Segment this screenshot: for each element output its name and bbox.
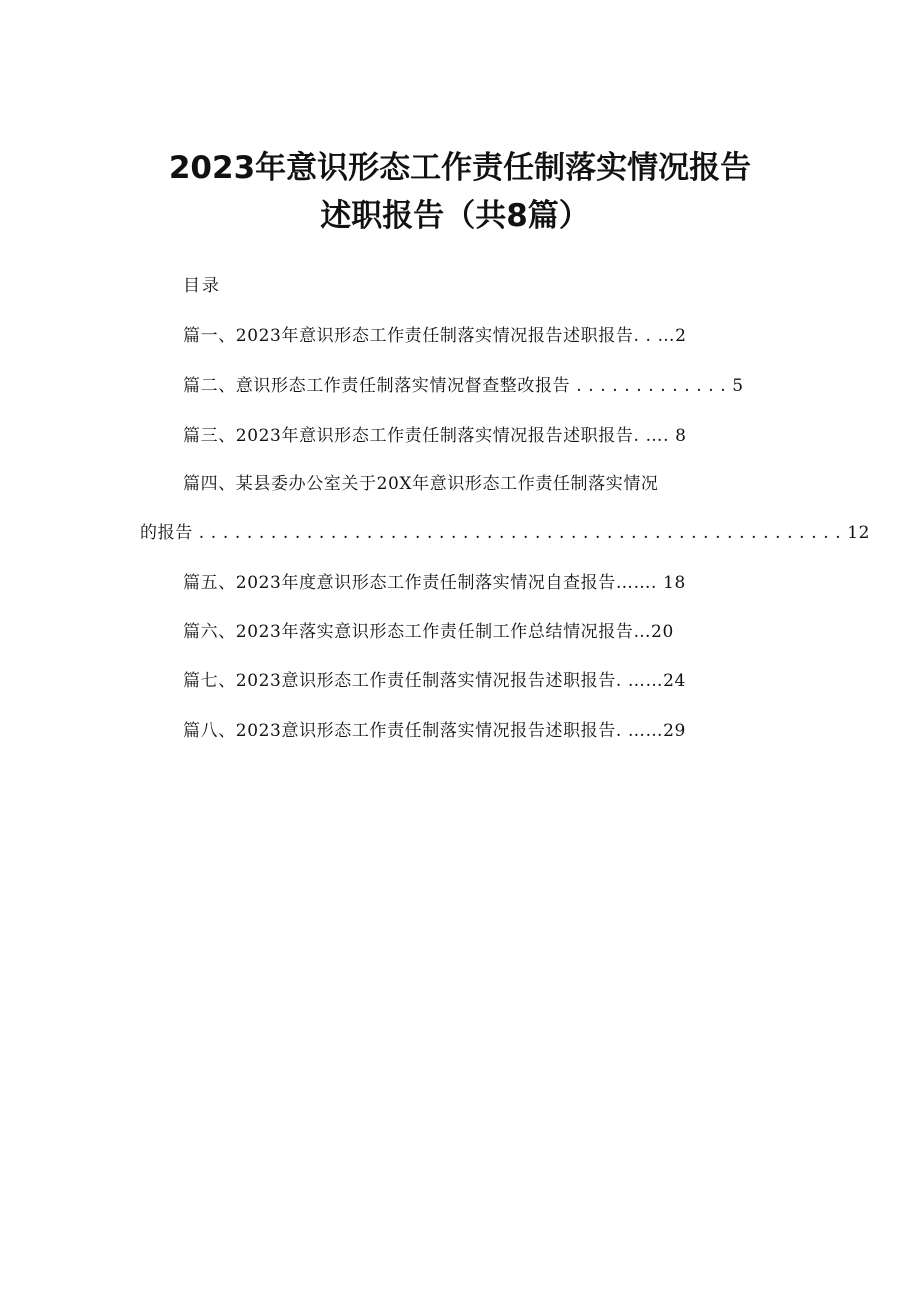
toc-entry-7[interactable]: 篇七、2023意识形态工作责任制落实情况报告述职报告. ……24 (183, 671, 686, 691)
document-title-line-2: 述职报告（共8篇） (320, 198, 590, 234)
toc-entry-8[interactable]: 篇八、2023意识形态工作责任制落实情况报告述职报告. ……29 (183, 721, 686, 741)
toc-heading: 目录 (183, 276, 221, 296)
toc-entry-2[interactable]: 篇二、意识形态工作责任制落实情况督查整改报告 . . . . . . . . . . . . . 5 (183, 376, 744, 396)
toc-entry-4-continuation[interactable]: 的报告 . . . . . . . . . . . . . . . . . . . . . . . . . . . . . . . . . . . . . . . . . . . . . . . . . . . . . . 12 (140, 523, 871, 543)
toc-entry-3[interactable]: 篇三、2023年意识形态工作责任制落实情况报告述职报告. …. 8 (183, 426, 687, 446)
document-title-line-1: 2023年意识形态工作责任制落实情况报告 (168, 150, 752, 186)
toc-entry-6[interactable]: 篇六、2023年落实意识形态工作责任制工作总结情况报告…20 (183, 622, 674, 642)
toc-entry-1[interactable]: 篇一、2023年意识形态工作责任制落实情况报告述职报告. . …2 (183, 326, 687, 346)
toc-entry-5[interactable]: 篇五、2023年度意识形态工作责任制落实情况自查报告……. 18 (183, 573, 686, 593)
toc-entry-4[interactable]: 篇四、某县委办公室关于20X年意识形态工作责任制落实情况 (183, 474, 659, 494)
